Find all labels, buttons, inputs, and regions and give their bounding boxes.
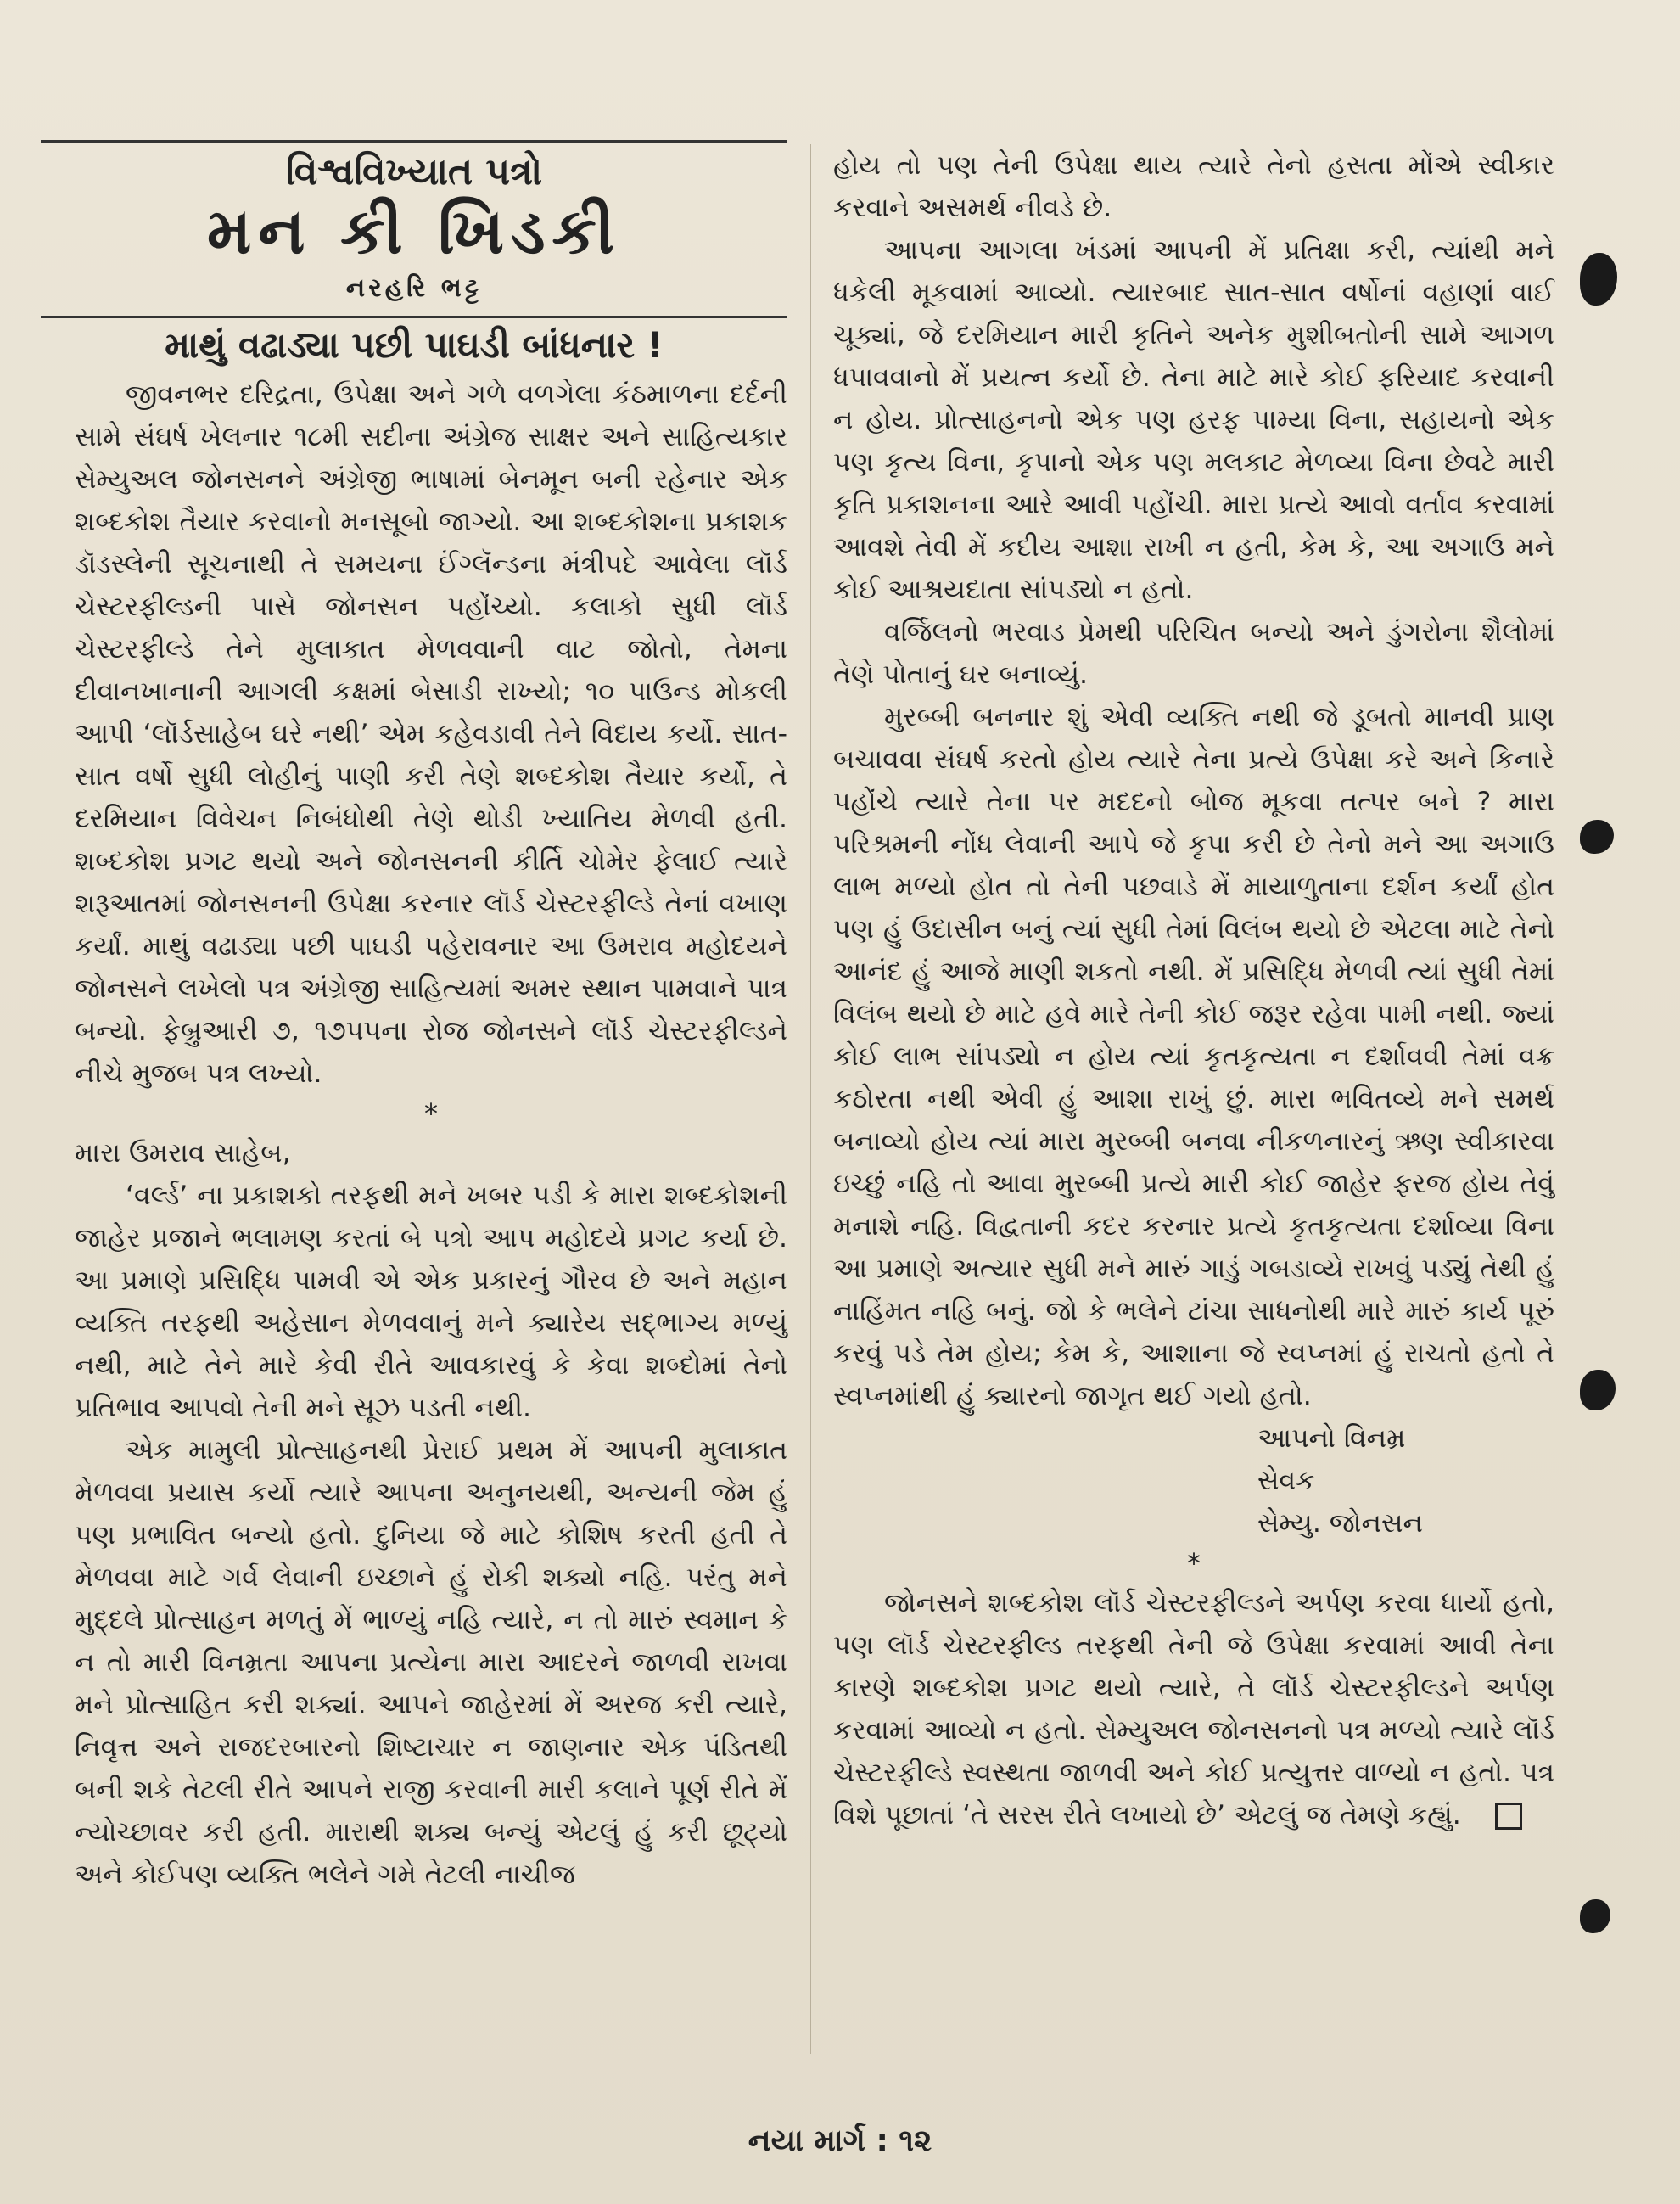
column-divider: [810, 144, 811, 2054]
intro-paragraph: જીવનભર દરિદ્રતા, ઉપેક્ષા અને ગળે વળગેલા કંઠમાળના દર્દની સામે સંઘર્ષ ખેલનાર ૧૮મી સદીના અંગ્રેજ સાક્ષર અને સાહિત્યકાર સેમ્યુઅલ જોનસનને અંગ્રેજી ભાષામાં બેનમૂન બની રહેનાર એક શબ્દકોશ તૈયાર કરવાનો મનસૂબો જાગ્યો. આ શબ્દકોશના પ્રકાશક ડૉડસ્લેની સૂચનાથી તે સમયના ઈંગ્લૅન્ડના મંત્રીપદે આવેલા લૉર્ડ ચેસ્ટરફીલ્ડની પાસે જોનસન પહોંચ્યો. કલાકો સુધી લૉર્ડ ચેસ્ટરફીલ્ડે તેને મુલાકાત મેળવવાની વાટ જોતો, તેમના દીવાનખાનાની આગલી કક્ષમાં બેસાડી રાખ્યો; ૧૦ પાઉન્ડ મોકલી આપી ‘લૉર્ડસાહેબ ઘરે નથી’ એમ કહેવડાવી તેને વિદાય કર્યો. સાત-સાત વર્ષો સુધી લોહીનું પાણી કરી તેણે શબ્દકોશ તૈયાર કર્યો, તે દરમિયાન વિવેચન નિબંધોથી તેણે થોડી ખ્યાતિય મેળવી હતી. શબ્દકોશ પ્રગટ થયો અને જોનસનની કીર્તિ ચોમેર ફેલાઈ ત્યારે શરૂઆતમાં જોનસનની ઉપેક્ષા કરનાર લૉર્ડ ચેસ્ટરફીલ્ડે તેનાં વખાણ કર્યાં. માથું વઢાડ્યા પછી પાઘડી પહેરાવનાર આ ઉમરાવ મહોદયને જોનસને લખેલો પત્ર અંગ્રેજી સાહિત્યમાં અમર સ્થાન પામવાને પાત્ર બન્યો. ફેબ્રુઆરી ૭, ૧૭૫૫ના રોજ જોનસને લૉર્ડ ચેસ્ટરફીલ્ડને નીચે મુજબ પત્ર લખ્યો.: [75, 379, 787, 1089]
signature-line-3: સેમ્યુ. જોનસન: [1257, 1508, 1424, 1539]
article-subhead: માથું વઢાડ્યા પછી પાઘડી બાંધનાર !: [165, 324, 664, 366]
letter-salutation: મારા ઉમરાવ સાહેબ,: [75, 1138, 291, 1169]
ink-blot-icon: [1580, 253, 1617, 306]
article-heading: [41, 149, 787, 303]
column-title: મન કી ખિડકી: [207, 195, 621, 268]
heading-rule: [41, 316, 787, 318]
section-star: *: [424, 1097, 438, 1130]
ink-blot-icon: [1580, 1370, 1616, 1410]
signature-line-2: સેવક: [1257, 1466, 1315, 1496]
signature-line-1: આપનો વિનમ્ર: [1257, 1423, 1406, 1454]
ink-blot-icon: [1580, 1899, 1610, 1933]
letter-paragraph-4: આપના આગલા ખંડમાં આપની મેં પ્રતિક્ષા કરી, ત્યાંથી મને ધકેલી મૂકવામાં આવ્યો. ત્યારબાદ સાત-સાત વર્ષોનાં વહાણાં વાઈ ચૂક્યાં, જે દરમિયાન મારી કૃતિને અનેક મુશીબતોની સામે આગળ ધપાવવાનો મેં પ્રયત્ન કર્યો છે. તેના માટે મારે કોઈ ફરિયાદ કરવાની ન હોય. પ્રોત્સાહનનો એક પણ હરફ પામ્યા વિના, સહાયનો એક પણ કૃત્ય વિના, કૃપાનો એક પણ મલકાટ મેળવ્યા વિના છેવટે મારી કૃતિ પ્રકાશનના આરે આવી પહોંચી. મારા પ્રત્યે આવો વર્તાવ કરવામાં આવશે તેવી મેં કદીય આશા રાખી ન હતી, કેમ કે, આ અગાઉ મને કોઈ આશ્રયદાતા સાંપડ્યો ન હતો.: [833, 235, 1554, 605]
section-star-2: *: [1187, 1547, 1201, 1579]
ink-blot-icon: [1580, 820, 1614, 854]
author-name: નરહરિ ભટ્ટ: [345, 273, 483, 303]
letter-paragraph-1: ‘વર્લ્ડ’ ના પ્રકાશકો તરફથી મને ખબર પડી કે મારા શબ્દકોશની જાહેર પ્રજાને ભલામણ કરતાં બે પત્રો આપ મહોદયે પ્રગટ કર્યા છે. આ પ્રમાણે પ્રસિદ્ધિ પામવી એ એક પ્રકારનું ગૌરવ છે અને મહાન વ્યક્તિ તરફથી અહેસાન મેળવવાનું મને ક્યારેય સદ્ભાગ્ય મળ્યું નથી, માટે તેને મારે કેવી રીતે આવકારવું કે કેવા શબ્દોમાં તેનો પ્રતિભાવ આપવો તેની મને સૂઝ પડતી નથી.: [75, 1181, 787, 1423]
top-rule: [41, 140, 787, 143]
letter-paragraph-3: હોય તો પણ તેની ઉપેક્ષા થાય ત્યારે તેનો હસતા મોંએ સ્વીકાર કરવાને અસમર્થ નીવડે છે.: [833, 150, 1554, 223]
letter-signature: [1257, 1417, 1554, 1545]
end-mark-icon: [1495, 1803, 1522, 1830]
letter-paragraph-2: એક મામુલી પ્રોત્સાહનથી પ્રેરાઈ પ્રથમ મેં આપની મુલાકાત મેળવવા પ્રયાસ કર્યો ત્યારે આપના અનુનયથી, અન્યની જેમ હું પણ પ્રભાવિત બન્યો હતો. દુનિયા જે માટે કોશિષ કરતી હતી તે મેળવવા માટે ગર્વ લેવાની ઇચ્છાને હું રોકી શક્યો નહિ. પરંતુ મને મુદ્દલે પ્રોત્સાહન મળતું મેં ભાળ્યું નહિ ત્યારે, ન તો મારું સ્વમાન કે ન તો મારી વિનમ્રતા આપના પ્રત્યેના મારા આદરને જાળવી રાખવા મને પ્રોત્સાહિત કરી શક્યાં. આપને જાહેરમાં મેં અરજ કરી ત્યારે, નિવૃત્ત અને રાજદરબારનો શિષ્ટાચાર ન જાણનાર એક પંડિતથી બની શકે તેટલી રીતે આપને રાજી કરવાની મારી કલાને પૂર્ણ રીતે મેં ન્યોચ્છાવર કરી હતી. મારાથી શક્ય બન્યું એટલું હું કરી છૂટ્યો અને કોઈપણ વ્યક્તિ ભલેને ગમે તેટલી નાચીજ: [75, 1435, 787, 1890]
closing-paragraph: [833, 1582, 1554, 1837]
right-column: [833, 144, 1554, 1837]
page-footer: નયા માર્ગ : ૧૨: [748, 2123, 932, 2158]
left-column: [75, 373, 787, 1896]
letter-paragraph-5: વર્જિલનો ભરવાડ પ્રેમથી પરિચિત બન્યો અને ડુંગરોના શૈલોમાં તેણે પોતાનું ઘર બનાવ્યું.: [833, 617, 1554, 690]
series-kicker: વિશ્વવિખ્યાત પત્રો: [285, 150, 543, 193]
closing-text: જોનસને શબ્દકોશ લૉર્ડ ચેસ્ટરફીલ્ડને અર્પણ કરવા ધાર્યો હતો, પણ લૉર્ડ ચેસ્ટરફીલ્ડ તરફથી તેની જે ઉપેક્ષા કરવામાં આવી તેના કારણે શબ્દકોશ પ્રગટ થયો ત્યારે, તે લૉર્ડ ચેસ્ટરફીલ્ડને અર્પણ કરવામાં આવ્યો ન હતો. સેમ્યુઅલ જોનસનનો પત્ર મળ્યો ત્યારે લૉર્ડ ચેસ્ટરફીલ્ડે સ્વસ્થતા જાળવી અને કોઈ પ્રત્યુત્તર વાળ્યો ન હતો. પત્ર વિશે પૂછાતાં ‘તે સરસ રીતે લખાયો છે’ એટલું જ તેમણે કહ્યું.: [833, 1588, 1554, 1831]
letter-paragraph-6: મુરબ્બી બનનાર શું એવી વ્યક્તિ નથી જે ડૂબતો માનવી પ્રાણ બચાવવા સંઘર્ષ કરતો હોય ત્યારે તેના પ્રત્યે ઉપેક્ષા કરે અને કિનારે પહોંચે ત્યારે તેના પર મદદનો બોજ મૂકવા તત્પર બને ? મારા પરિશ્રમની નોંધ લેવાની આપે જે કૃપા કરી છે તેનો મને આ અગાઉ લાભ મળ્યો હોત તો તેની પછવાડે મેં માયાળુતાના દર્શન કર્યાં હોત પણ હું ઉદાસીન બનું ત્યાં સુધી તેમાં વિલંબ થયો છે એટલા માટે તેનો આનંદ હું આજે માણી શકતો નથી. મેં પ્રસિદ્ધિ મેળવી ત્યાં સુધી તેમાં વિલંબ થયો છે માટે હવે મારે તેની કોઈ જરૂર રહેવા પામી નથી. જ્યાં કોઈ લાભ સાંપડ્યો ન હોય ત્યાં કૃતકૃત્યતા ન દર્શાવવી તેમાં વક્ર કઠોરતા નથી એવી હું આશા રાખું છું. મારા ભવિતવ્યે મને સમર્થ બનાવ્યો હોય ત્યાં મારા મુરબ્બી બનવા નીકળનારનું ઋણ સ્વીકારવા ઇચ્છું નહિ તો આવા મુરબ્બી પ્રત્યે મારી કોઈ જાહેર ફરજ હોય તેવું મનાશે નહિ. વિદ્વતાની કદર કરનાર પ્રત્યે કૃતકૃત્યતા દર્શાવ્યા વિના આ પ્રમાણે અત્યાર સુધી મને મારું ગાડું ગબડાવ્યે રાખવું પડ્યું તેથી હું નાહિંમત નહિ બનું. જો કે ભલેને ટાંચા સાધનોથી મારે મારું કાર્ય પૂરું કરવું પડે તેમ હોય; કેમ કે, આશાના જે સ્વપ્નમાં હું રાચતો હતો તે સ્વપ્નમાંથી હું ક્યારનો જાગૃત થઈ ગયો હતો.: [833, 702, 1554, 1411]
